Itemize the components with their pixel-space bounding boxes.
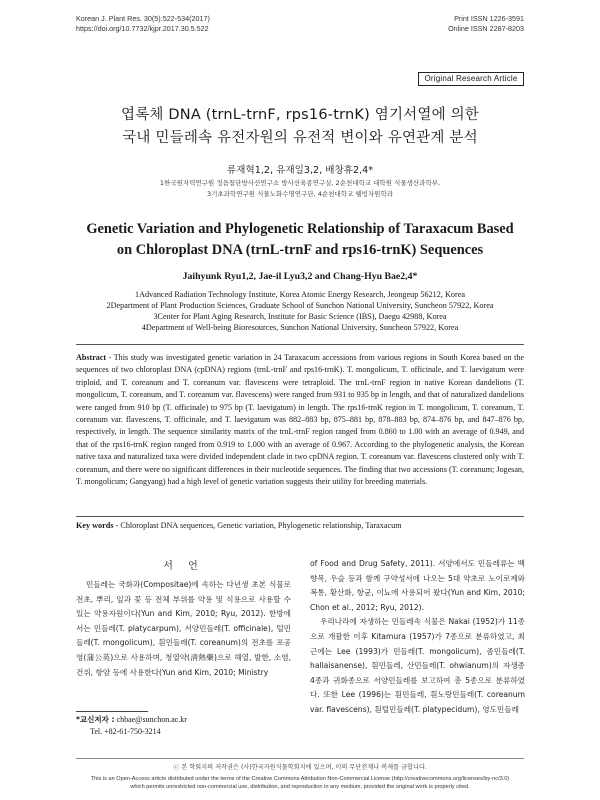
keywords-divider [76,516,524,517]
korean-authors: 류재혁1,2, 유재일3,2, 배창휴2,4* [226,165,374,176]
footnote-email[interactable]: chbae@sunchon.ac.kr [116,715,187,724]
print-issn: Print ISSN 1226-3591 [454,14,524,23]
license-line-1[interactable]: This is an Open-Access article distributed under the terms of the Creative Commons Attribution Non-Commercial License (http://creativecommons.org/licenses/by-nc/3.0) [90,776,510,782]
intro-right-paragraph-2: 우리나라에 자생하는 민들레속 식물은 Nakai (1952)가 11종으로 개괄한 이후 Kitamura (1957)가 7종으로 분류하였고, 최근에는 Lee (1993)가 민들레(T. mongolicum), 좀민들레(T. hallaisanense), 흰민들레, 산민들레(T. ohwianum)의 자생종 4종과 귀화종으로 서양민들레를 보고하여 총 5종으로 분류하였다. 또한 Lee (1996)는 흰민들레, 흰노랑민들레(T. coreanum var. flavescens), 흰털민들레(T. platypecidum), 영도민들레 [310,617,525,714]
keywords-label: Key words [76,521,114,530]
abstract [76,352,524,488]
keywords-text: - Chloroplast DNA sequences, Genetic variation, Phylogenetic relationship, Taraxacum [115,521,402,530]
introduction-heading: 서 언 [163,561,204,572]
keywords [76,521,524,530]
korean-affiliations [76,178,524,200]
intro-right-paragraph-1: of Food and Drug Safety, 2011). 서양에서도 민들레류는 백향목, 우슬 등과 함께 구약성서에 나오는 5대 약초로 노이로제와 복통, 황산화, 항균, 이뇨에 사용되어 왔다(Yun and Kim, 2010; Chon et al., 2012; Ryu, 2012). [310,559,525,612]
license-notice [60,775,540,791]
abstract-text: - This study was investigated genetic variation in 24 Taraxacum accessions from various regions in South Korea based on the sequences of two chloroplast DNA (cpDNA) regions (trnL-trnF and rps16-trnK). T. mongolicum, T. officinale, and T. laevigatum were triploid, and T. coreanum and T. coreanum var. flavescens were tetraploid. The trnL-trnF region in native Korean dandelions (T. mongolicum, T. coreanum, and T. coreanum var. flavescens) were ranged from 931 to 935 bp in length, and that of naturalized dandelions were ranged from 910 bp (T. officinale) to 975 bp (T. laevigatum) in length. The rps16-trnK region in T. mongolicum, T. coreanum, T. coreanum var. flavescens, T. officinale, and T. laevigatum was 882–883 bp, 875–881 bp, 878–883 bp, 874–876 bp, and 847–876 bp, respectively, in length. The sequence similarity matrix of the trnL-trnF region ranged from 0.860 to 1.00 with an average of 0.949, and that of the rps16-trnK region ranged from 0.919 to 1.000 with an average of 0.967. According to the phylogenetic analysis, the Korean native taxa and naturalized taxa were divided independent clade in two cpDNA region. T. coreanum var. flavescens clustered only with T. coreanum, and there were no significant differences in their nucleotide sequences. The finding that two accessions (T. coreanum; Jogesan, T. mongolicum; Gangyang) had a high level of genetic variation suggests their utility for breeding materials. [76,353,524,487]
english-title [76,219,524,261]
korean-title-line1: 엽록체 DNA (trnL-trnF, rps16-trnK) 염기서열에 의한 [120,107,480,123]
affiliation-1: 1Advanced Radiation Technology Institute, Korea Atomic Energy Research, Jeongeup 56212, Korea [135,290,465,299]
journal-header [76,14,210,34]
affiliation-3: 3Center for Plant Aging Research, Institute for Basic Science (IBS), Daegu 42988, Korea [153,312,447,321]
affiliation-4: 4Department of Well-being Bioresources, Sunchon National University, Suncheon 57922, Korea [141,323,459,332]
journal-citation: Korean J. Plant Res. 30(5):522-534(2017) [76,14,210,23]
intro-left-text: 민들레는 국화과(Compositae)에 속하는 다년생 초본 식물로 전초, 뿌리, 잎과 꽃 등 전체 부위를 약용 및 식용으로 사용할 수 있는 약용자원이다(Yun and Kim, 2010; Ryu, 2012). 한방에서는 민들레(T. platycarpum), 서양민들레(T. officinale), 털민들레(T. mongolicum), 흰민들레(T. coreanum)의 전초를 포공영(蒲公英)으로 사용하며, 청열약(淸熱藥)으로 해열, 발한, 소염, 건위, 항암 등에 사용한다(Yun and Kim, 2010; Ministry [76,580,291,677]
abstract-label: Abstract [76,353,107,362]
english-title-line2: on Chloroplast DNA (trnL-trnF and rps16-trnK) Sequences [116,242,484,258]
intro-left-column [76,578,291,680]
doi-link[interactable]: https://doi.org/10.7732/kjpr.2017.30.5.522 [76,24,209,33]
abstract-top-divider [76,344,524,345]
online-issn: Online ISSN 2287-8203 [448,24,524,33]
article-type-badge: Original Research Article [418,72,524,86]
footer-divider [76,758,524,759]
korean-title [76,104,524,150]
english-authors: Jaihyunk Ryu1,2, Jae-il Lyu3,2 and Chang-Hyu Bae2,4* [182,271,418,282]
footnote-divider [76,711,148,712]
issn-header [448,14,524,34]
intro-right-column [310,557,525,718]
footnote-phone: Tel. +82-61-750-3214 [90,726,161,736]
korean-affil-line1: 1한국원자력연구원 정읍첨단방사선연구소 방사선육종연구실, 2순천대학교 대학원 식물생산과학부, [159,179,441,187]
korean-title-line2: 국내 민들레속 유전자원의 유전적 변이와 유연관계 분석 [122,130,478,146]
copyright-notice: ⓒ 본 학회지의 저작권은 (사)한국자원식물학회지에 있으며, 이의 무단전재나 복제를 금합니다. [173,764,427,771]
affiliation-2: 2Department of Plant Production Sciences, Graduate School of Sunchon National University, Suncheon 57922, Korea [106,301,494,310]
korean-affil-line2: 3기초과학연구원 식물노화수명연구단, 4순천대학교 웰빙자원학과 [206,190,394,198]
english-affiliations [76,289,524,333]
corresponding-author-footnote [76,714,296,737]
footnote-label: *교신저자 : [76,715,115,724]
english-title-line1: Genetic Variation and Phylogenetic Relationship of Taraxacum Based [86,221,514,237]
license-line-2: which permits unrestricted non-commercial use, distribution, and reproduction in any medium, provided the original work is properly cited. [130,784,470,790]
